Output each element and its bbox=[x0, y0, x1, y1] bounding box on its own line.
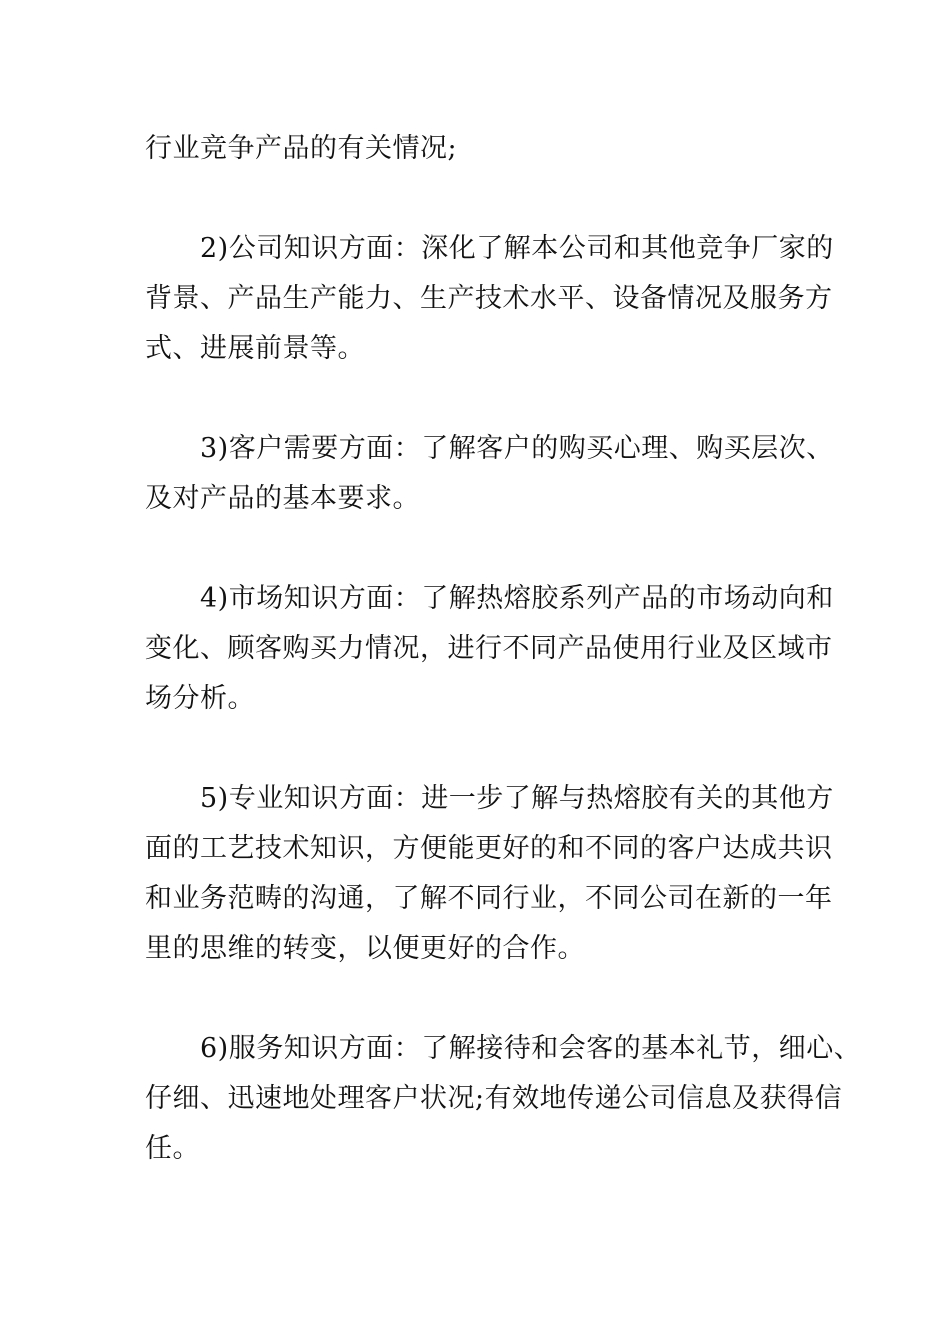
text-line: 变化、顾客购买力情况，进行不同产品使用行业及区域市 bbox=[145, 633, 833, 664]
text-line: 仔细、迅速地处理客户状况;有效地传递公司信息及获得信 bbox=[145, 1083, 843, 1114]
text-line: 6)服务知识方面：了解接待和会客的基本礼节，细心、 bbox=[200, 1033, 862, 1064]
text-line: 式、进展前景等。 bbox=[145, 333, 365, 364]
text-line: 5)专业知识方面：进一步了解与热熔胶有关的其他方 bbox=[200, 783, 834, 814]
text-line: 2)公司知识方面：深化了解本公司和其他竞争厂家的 bbox=[200, 233, 834, 264]
text-line: 任。 bbox=[145, 1133, 200, 1164]
text-line: 面的工艺技术知识，方便能更好的和不同的客户达成共识 bbox=[145, 833, 833, 864]
text-line: 及对产品的基本要求。 bbox=[145, 483, 420, 514]
text-line: 背景、产品生产能力、生产技术水平、设备情况及服务方 bbox=[145, 283, 833, 314]
text-line: 和业务范畴的沟通，了解不同行业，不同公司在新的一年 bbox=[145, 883, 833, 914]
text-line: 里的思维的转变，以便更好的合作。 bbox=[145, 933, 585, 964]
text-line: 行业竞争产品的有关情况; bbox=[145, 133, 458, 164]
text-line: 4)市场知识方面：了解热熔胶系列产品的市场动向和 bbox=[200, 583, 834, 614]
text-line: 场分析。 bbox=[145, 683, 255, 714]
text-line: 3)客户需要方面：了解客户的购买心理、购买层次、 bbox=[200, 433, 834, 464]
